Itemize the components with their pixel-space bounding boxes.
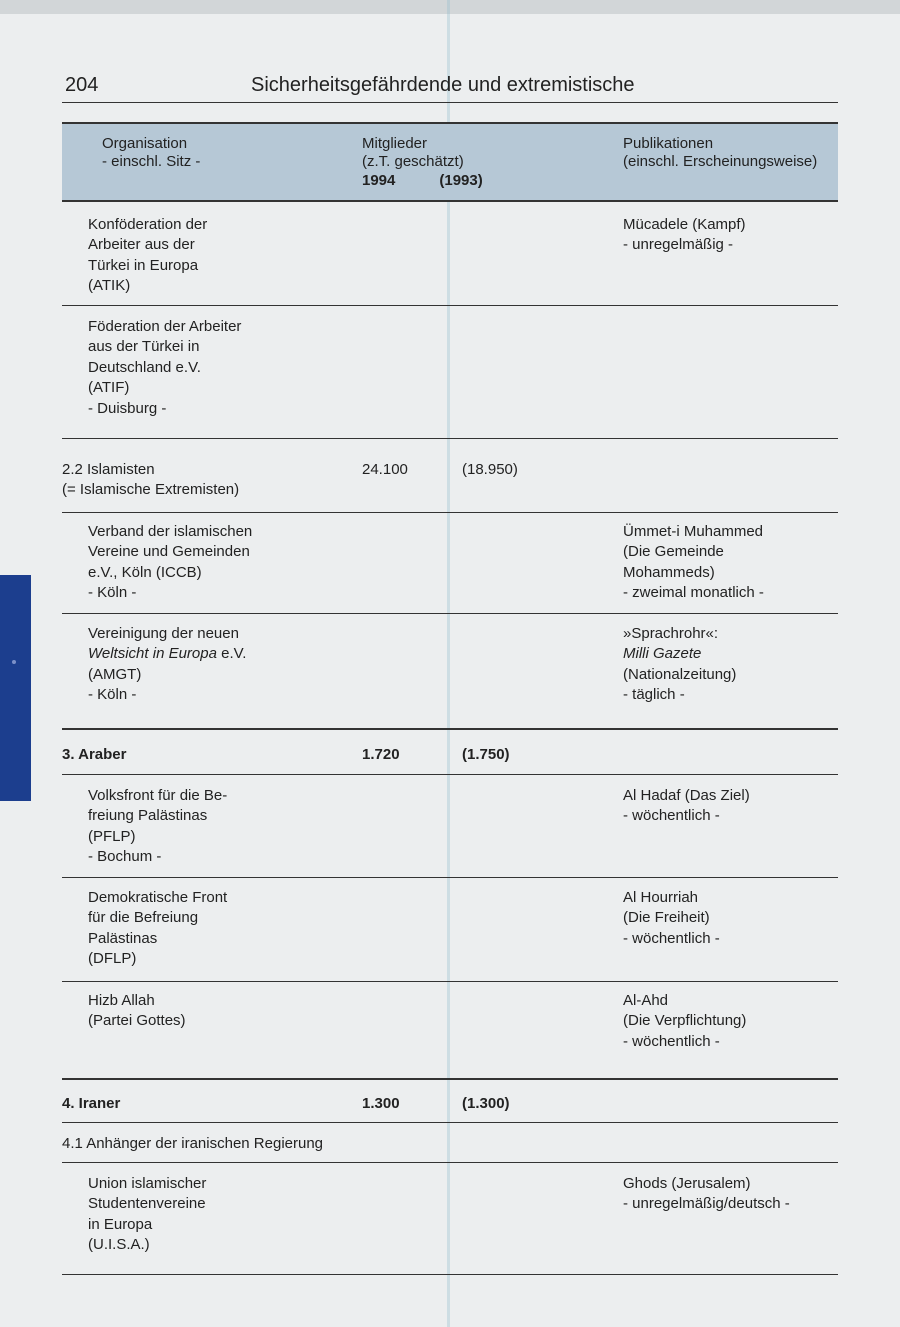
- row-hizb-organisation: [88, 991, 186, 1032]
- pub-line: (Die Verpflichtung): [623, 1012, 747, 1030]
- row-pflp-publication: [623, 786, 750, 827]
- header-members: [362, 135, 464, 171]
- section-line: (= Islamische Extremisten): [62, 481, 240, 499]
- scan-top-band: [0, 0, 900, 14]
- pub-line: - zweimal monatlich -: [623, 584, 764, 602]
- row-divider: [62, 512, 838, 513]
- org-line: Deutschland e.V.: [88, 358, 201, 376]
- header-years: [362, 172, 483, 190]
- pub-line: Ghods (Jerusalem): [623, 1175, 751, 1192]
- pub-line: Mücadele (Kampf): [623, 216, 746, 233]
- pub-line: - wöchentlich -: [623, 1032, 720, 1050]
- org-rest-part: e.V.: [216, 645, 247, 663]
- row-divider: [62, 774, 838, 775]
- page-header: [62, 70, 838, 103]
- table-header: [62, 122, 838, 202]
- row-amgt-publication: [623, 624, 736, 706]
- row-divider: [62, 438, 838, 439]
- islamisten-members-1994: 24.100: [362, 461, 408, 478]
- org-line: (U.I.S.A.): [88, 1236, 150, 1254]
- section-islamisten-label: [62, 460, 239, 501]
- row-divider: [62, 981, 838, 982]
- pub-line: (Die Freiheit): [623, 909, 710, 927]
- pub-line: - wöchentlich -: [623, 807, 720, 825]
- araber-members-1993: (1.750): [462, 746, 510, 763]
- org-line: Arbeiter aus der: [88, 236, 195, 254]
- row-divider: [62, 1162, 838, 1163]
- araber-members-1994: 1.720: [362, 746, 400, 763]
- pub-line: Al-Ahd: [623, 992, 669, 1009]
- header-members-line: (z.T. geschätzt): [362, 153, 464, 170]
- org-line: (Partei Gottes): [88, 1012, 186, 1030]
- org-line: Föderation der Arbeiter: [88, 318, 242, 335]
- org-line: (DFLP): [88, 950, 137, 968]
- header-org-line: Organisation: [102, 135, 188, 152]
- pub-line: - täglich -: [623, 686, 685, 704]
- row-iccb-publication: [623, 522, 764, 604]
- pub-line: Ümmet-i Muhammed: [623, 523, 764, 540]
- org-line: e.V., Köln (ICCB): [88, 563, 202, 581]
- section-iraner-label: 4. Iraner: [62, 1095, 121, 1112]
- chapter-tab-marker: [0, 575, 31, 801]
- pub-line: - wöchentlich -: [623, 929, 720, 947]
- org-line: (PFLP): [88, 827, 136, 845]
- header-pub-line: (einschl. Erscheinungsweise): [623, 153, 818, 170]
- row-dflp-organisation: [88, 888, 227, 970]
- row-divider: [62, 305, 838, 306]
- org-line: (AMGT): [88, 665, 142, 683]
- row-uisa-organisation: [88, 1174, 206, 1256]
- table-bottom-rule: [62, 1274, 838, 1275]
- subsection-iraner-label: 4.1 Anhänger der iranischen Regierung: [62, 1135, 324, 1152]
- pub-line: Al Hadaf (Das Ziel): [623, 787, 750, 804]
- header-publications: [623, 135, 817, 171]
- section-line: 2.2 Islamisten: [62, 461, 155, 478]
- org-line: freiung Palästinas: [88, 807, 208, 825]
- org-line: Vereinigung der neuen: [88, 625, 239, 642]
- row-divider: [62, 877, 838, 878]
- chapter-tab-dot: [12, 660, 16, 664]
- org-line: Vereine und Gemeinden: [88, 543, 250, 561]
- row-pflp-organisation: [88, 786, 227, 868]
- row-dflp-publication: [623, 888, 720, 949]
- pub-line: (Nationalzeitung): [623, 665, 737, 683]
- org-line: Volksfront für die Be-: [88, 787, 228, 804]
- islamisten-members-1993: (18.950): [462, 461, 518, 478]
- row-uisa-publication: [623, 1174, 790, 1215]
- org-line: (ATIF): [88, 379, 130, 397]
- pub-line: Al Hourriah: [623, 889, 699, 906]
- section-divider: [62, 728, 838, 730]
- org-line: (ATIK): [88, 277, 131, 295]
- row-atik-organisation: [88, 215, 207, 297]
- page-number: 204: [65, 74, 99, 96]
- header-organisation: [102, 135, 200, 171]
- org-line: Verband der islamischen: [88, 523, 253, 540]
- org-italic-part: Weltsicht in Europa: [88, 645, 217, 663]
- org-line: - Köln -: [88, 686, 137, 704]
- pub-line: »Sprachrohr«:: [623, 625, 719, 642]
- section-araber-label: 3. Araber: [62, 746, 127, 763]
- org-line: Demokratische Front: [88, 889, 228, 906]
- row-atik-publication: [623, 215, 746, 256]
- iraner-members-1994: 1.300: [362, 1095, 400, 1112]
- org-line: für die Befreiung: [88, 909, 199, 927]
- org-line: Konföderation der: [88, 216, 208, 233]
- header-year-previous: (1993): [439, 172, 483, 189]
- row-hizb-publication: [623, 991, 746, 1052]
- row-iccb-organisation: [88, 522, 252, 604]
- org-line: - Duisburg -: [88, 399, 167, 417]
- org-line: - Köln -: [88, 584, 137, 602]
- iraner-members-1993: (1.300): [462, 1095, 510, 1112]
- org-line: [88, 644, 246, 664]
- section-divider: [62, 1078, 838, 1080]
- org-line: Hizb Allah: [88, 992, 155, 1009]
- pub-line: - unregelmäßig/deutsch -: [623, 1195, 790, 1213]
- row-atif-organisation: [88, 317, 241, 419]
- running-title: Sicherheitsgefährdende und extremistische: [251, 74, 635, 96]
- header-year-current: 1994: [362, 172, 396, 189]
- org-line: aus der Türkei in: [88, 338, 200, 356]
- pub-line: - unregelmäßig -: [623, 236, 734, 254]
- header-members-line: Mitglieder: [362, 135, 428, 152]
- header-org-line: - einschl. Sitz -: [102, 153, 201, 170]
- header-pub-line: Publikationen: [623, 135, 714, 152]
- org-line: Union islamischer: [88, 1175, 207, 1192]
- org-line: Türkei in Europa: [88, 256, 199, 274]
- org-line: in Europa: [88, 1215, 153, 1233]
- row-amgt-organisation: [88, 624, 246, 706]
- row-divider: [62, 1122, 838, 1123]
- org-line: Palästinas: [88, 929, 158, 947]
- pub-line: Mohammeds): [623, 563, 715, 581]
- org-line: Studentenvereine: [88, 1195, 206, 1213]
- pub-line: Milli Gazete: [623, 645, 702, 663]
- org-line: - Bochum -: [88, 848, 162, 866]
- row-divider: [62, 613, 838, 614]
- pub-line: (Die Gemeinde: [623, 543, 724, 561]
